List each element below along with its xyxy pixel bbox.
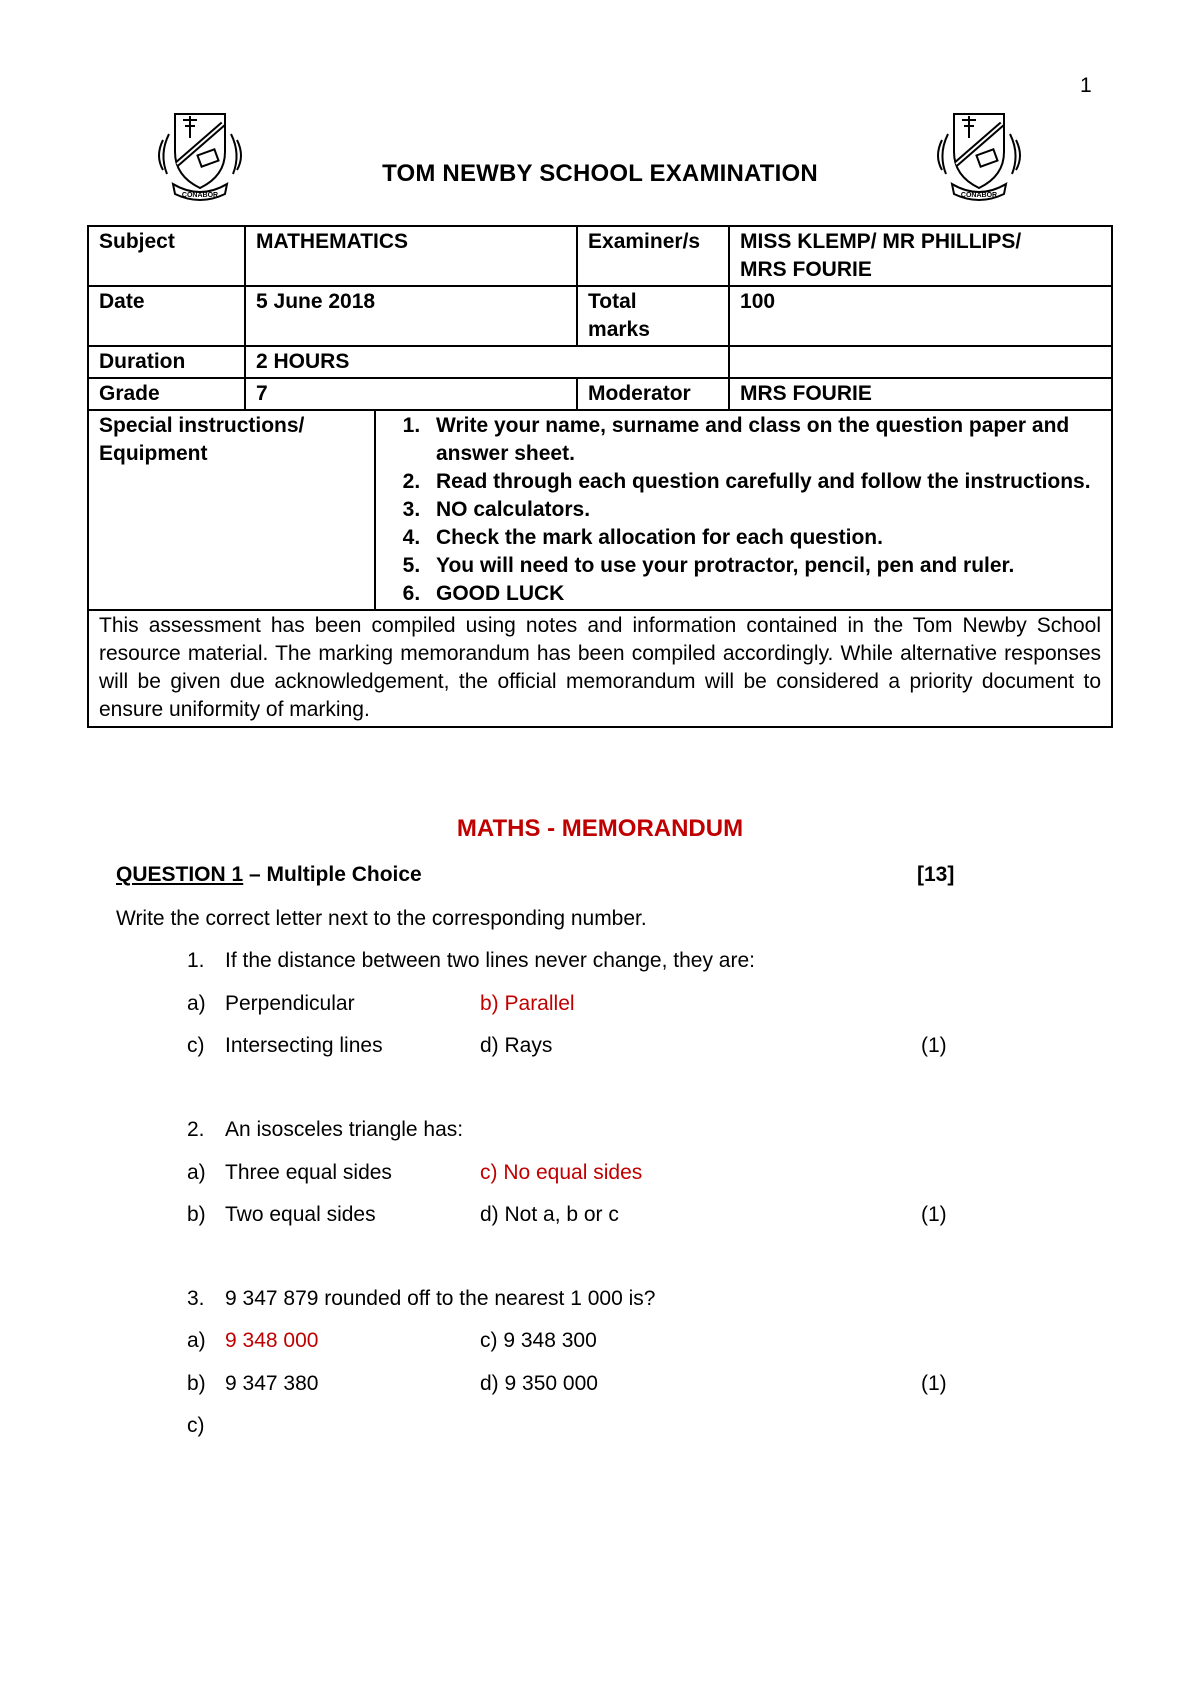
option-letter: a) (187, 1161, 206, 1184)
memorandum-title: MATHS - MEMORANDUM (456, 815, 744, 842)
examiner-value-line1: MISS KLEMP/ MR PHILLIPS/ (740, 230, 1022, 253)
instruction-item: 5. You will need to use your protractor, pencil, pen and ruler. (426, 552, 1101, 580)
disclaimer-text: This assessment has been compiled using notes and information contained in the Tom Newby School resource material. The marking memorandum has been compiled accordingly. While alternative responses will be given due acknowledgement, the official memorandum will be considered a priority document to ensure uniformity of marking. (88, 610, 1112, 727)
item-stem: 9 347 879 rounded off to the nearest 1 000 is? (225, 1287, 656, 1310)
correct-answer: b) Parallel (480, 992, 575, 1015)
date-row (88, 286, 1112, 346)
option-letter: c) (187, 1414, 205, 1437)
question-1-label: QUESTION 1 (116, 863, 244, 886)
total-label-line1: Total (588, 290, 637, 313)
correct-answer: 9 348 000 (225, 1329, 319, 1352)
option-text: d) Rays (480, 1034, 553, 1057)
examiner-value-line2: MRS FOURIE (740, 258, 872, 281)
examiner-label: Examiner/s (577, 226, 729, 286)
option-text: Two equal sides (225, 1203, 376, 1226)
grade-row (88, 378, 1112, 410)
instruction-item: 4. Check the mark allocation for each question. (426, 524, 1101, 552)
moderator-value: MRS FOURIE (729, 378, 1112, 410)
mark-allocation: (1) (921, 1203, 947, 1226)
option-letter: b) (187, 1372, 206, 1395)
crest-motto: CONABOR (960, 192, 998, 199)
option-text: d) Not a, b or c (480, 1203, 619, 1226)
item-number: 2. (187, 1118, 205, 1141)
grade-value: 7 (245, 378, 577, 410)
exam-info-table (87, 225, 1113, 728)
option-letter: a) (187, 992, 206, 1015)
mark-allocation: (1) (921, 1034, 947, 1057)
total-marks-label (577, 286, 729, 346)
correct-answer: c) No equal sides (480, 1161, 643, 1184)
instructions-list (386, 412, 1101, 608)
instruction-item: 2. Read through each question carefully and follow the instructions. (426, 468, 1101, 496)
question-1-heading (116, 863, 422, 887)
page-number: 1 (1080, 74, 1092, 97)
question-1-instruction: Write the correct letter next to the corresponding number. (116, 907, 647, 930)
option-text: Intersecting lines (225, 1034, 383, 1057)
total-label-line2: marks (588, 318, 650, 341)
disclaimer-row (88, 610, 1112, 727)
examiner-value (729, 226, 1112, 286)
date-value: 5 June 2018 (245, 286, 577, 346)
question-1-type: – Multiple Choice (243, 863, 422, 886)
subject-row (88, 226, 1112, 286)
subject-label: Subject (88, 226, 245, 286)
item-stem: If the distance between two lines never change, they are: (225, 949, 755, 972)
grade-label: Grade (88, 378, 245, 410)
item-number: 1. (187, 949, 205, 972)
date-label: Date (88, 286, 245, 346)
option-letter: c) (187, 1034, 205, 1057)
question-1-total: [13] (917, 863, 955, 886)
crest-motto: CONABOR (181, 192, 219, 199)
total-marks-value: 100 (729, 286, 1112, 346)
subject-value: MATHEMATICS (245, 226, 577, 286)
option-text: 9 347 380 (225, 1372, 319, 1395)
option-text: c) 9 348 300 (480, 1329, 597, 1352)
duration-row (88, 346, 1112, 378)
school-exam-title: TOM NEWBY SCHOOL EXAMINATION (382, 160, 818, 187)
instruction-item: 3. NO calculators. (426, 496, 1101, 524)
special-label-line2: Equipment (99, 442, 208, 465)
duration-value: 2 HOURS (245, 346, 729, 378)
special-instructions-list-cell (375, 410, 1112, 610)
option-text: d) 9 350 000 (480, 1372, 598, 1395)
school-crest-logo-left (145, 104, 255, 204)
instruction-item: 1. Write your name, surname and class on the question paper and answer sheet. (426, 412, 1101, 468)
duration-empty-cell (729, 346, 1112, 378)
instruction-item: 6. GOOD LUCK (426, 580, 1101, 608)
mark-allocation: (1) (921, 1372, 947, 1395)
option-text: Three equal sides (225, 1161, 392, 1184)
item-stem: An isosceles triangle has: (225, 1118, 464, 1141)
option-text: Perpendicular (225, 992, 355, 1015)
special-instructions-row (88, 410, 1112, 610)
option-letter: a) (187, 1329, 206, 1352)
school-crest-logo-right (924, 104, 1034, 204)
item-number: 3. (187, 1287, 205, 1310)
special-label-line1: Special instructions/ (99, 414, 305, 437)
special-instructions-label (88, 410, 375, 610)
option-letter: b) (187, 1203, 206, 1226)
duration-label: Duration (88, 346, 245, 378)
moderator-label: Moderator (577, 378, 729, 410)
